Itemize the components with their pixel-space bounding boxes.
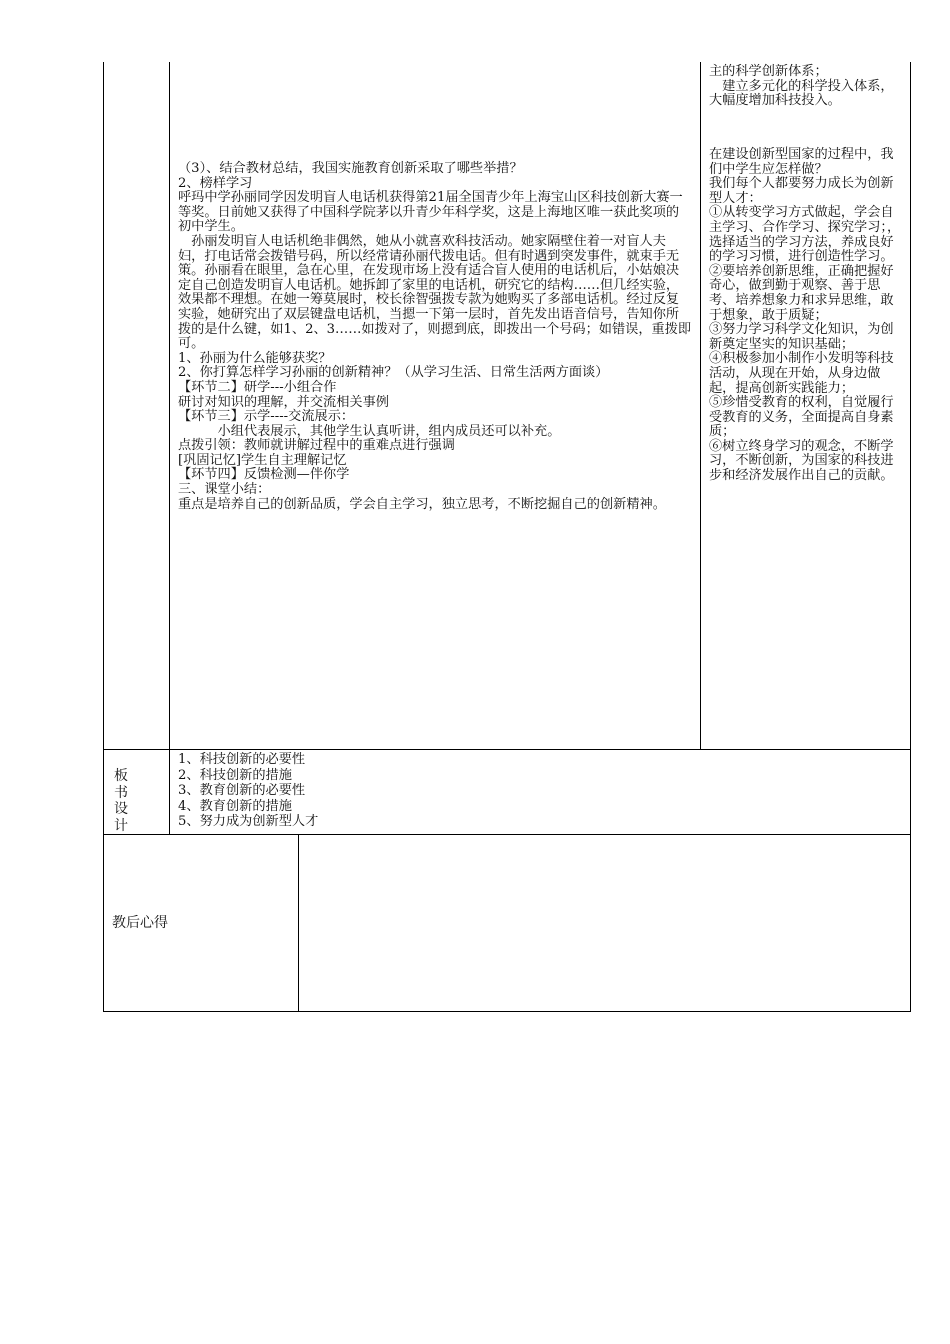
board-item: 3、教育创新的必要性 <box>178 783 306 799</box>
side-paragraph: ⑤珍惜受教育的权利，自觉履行受教育的义务，全面提高自身素质； <box>709 395 894 440</box>
table-border-left <box>103 62 104 1012</box>
divider-side-column <box>700 62 701 750</box>
side-top-content <box>709 65 903 109</box>
content-paragraph: 【环节三】示学----交流展示： <box>178 409 355 425</box>
board-item: 4、教育创新的措施 <box>178 798 292 814</box>
board-item: 2、科技创新的措施 <box>178 767 292 783</box>
side-paragraph: ②要培养创新思维，正确把握好奇心，做到勤于观察、善于思考、培养想象力和求异思维，敢于想象，敢于质疑； <box>709 263 894 323</box>
side-paragraph: 在建设创新型国家的过程中，我们中学生应怎样做？ <box>709 147 894 177</box>
board-item: 1、科技创新的必要性 <box>178 752 306 767</box>
content-paragraph: 重点是培养自己的创新品质，学会自主学习，独立思考，不断挖掘自己的创新精神。 <box>178 496 666 512</box>
content-paragraph: 【环节四】反馈检测—伴你学 <box>178 467 350 483</box>
board-label-char: 书 <box>114 784 128 801</box>
content-paragraph: [巩固记忆]学生自主理解记忆 <box>178 452 347 468</box>
content-paragraph: 【环节二】研学---小组合作 <box>178 379 337 395</box>
content-paragraph: 1、孙丽为什么能够获奖？ <box>178 350 332 366</box>
side-paragraph: 建立多元化的科学投入体系，大幅度增加科技投入。 <box>709 78 894 109</box>
content-paragraph: （3）、结合教材总结，我国实施教育创新采取了哪些举措？ <box>178 161 523 176</box>
divider-label-column <box>169 62 170 834</box>
content-paragraph: 2、你打算怎样学习孙丽的创新精神？（从学习生活、日常生活两方面谈） <box>178 365 609 381</box>
board-item: 5、努力成为创新型人才 <box>178 814 319 830</box>
board-items <box>178 752 678 830</box>
content-paragraph: 孙丽发明盲人电话机绝非偶然，她从小就喜欢科技活动。她家隔壁住着一对盲人夫妇，打电话常会拨错号码，所以经常请孙丽代拨电话。但有时遇到突发事件，就束手无策。孙丽看在眼里，急在心里，在发现市场上没有适合盲人使用的电话机后，小姑娘决定自己创造发明盲人电话机。她拆卸了家里的电话机，研究它的结构……但几经实验，效果都不理想。在她一筹莫展时，校长徐智强拨专款为她购买了多部电话机。经过反复实验，她研究出了双层键盘电话机，当摁一下第一层时，首先发出语音信号，告知你所拨的是什么键，如1、2、3……如拨对了，则摁到底，即拨出一个号码；如错误，重拨即可。 <box>178 233 692 352</box>
reflection-label: 教后心得 <box>112 915 168 931</box>
content-paragraph: 研讨对知识的理解，并交流相关事例 <box>178 394 389 410</box>
board-label-char: 计 <box>114 817 128 834</box>
content-paragraph: 点拨引领：教师就讲解过程中的重难点进行强调 <box>178 438 455 454</box>
divider-row-reflection <box>103 834 911 835</box>
content-paragraph: 呼玛中学孙丽同学因发明盲人电话机获得第21届全国青少年上海宝山区科技创新大赛一等奖。日前她又获得了中国科学院茅以升青少年科学奖，这是上海地区唯一获此奖项的初中学生。 <box>178 190 683 235</box>
side-paragraph: ①从转变学习方式做起，学会自主学习、合作学习、探究学习；，选择适当的学习方法，养成良好的学习习惯，进行创造性学习。 <box>709 205 901 265</box>
content-paragraph: 三、课堂小结： <box>178 482 271 498</box>
side-paragraph: 主的科学创新体系； <box>709 64 828 79</box>
board-label-char: 设 <box>114 801 128 817</box>
side-paragraph: ④积极参加小制作小发明等科技活动，从现在开始，从身边做起，提高创新实践能力； <box>709 351 894 396</box>
divider-reflection-column <box>298 834 299 1012</box>
board-label-char: 板 <box>114 768 128 784</box>
table-border-bottom <box>103 1011 911 1012</box>
side-paragraph: ⑥树立终身学习的观念，不断学习，不断创新，为国家的科技进步和经济发展作出自己的贡献。 <box>709 438 894 484</box>
content-paragraph: 小组代表展示，其他学生认真听讲，组内成员还可以补充。 <box>178 423 561 439</box>
side-paragraph: 我们每个人都要努力成长为创新型人才： <box>709 176 894 206</box>
side-content <box>709 148 903 484</box>
content-paragraph: 2、榜样学习 <box>178 175 253 191</box>
board-label <box>114 768 136 834</box>
side-paragraph: ③努力学习科学文化知识，为创新奠定坚实的知识基础； <box>709 322 894 352</box>
table-border-right <box>910 62 911 1012</box>
divider-row-board <box>103 749 911 750</box>
main-content <box>178 162 692 512</box>
